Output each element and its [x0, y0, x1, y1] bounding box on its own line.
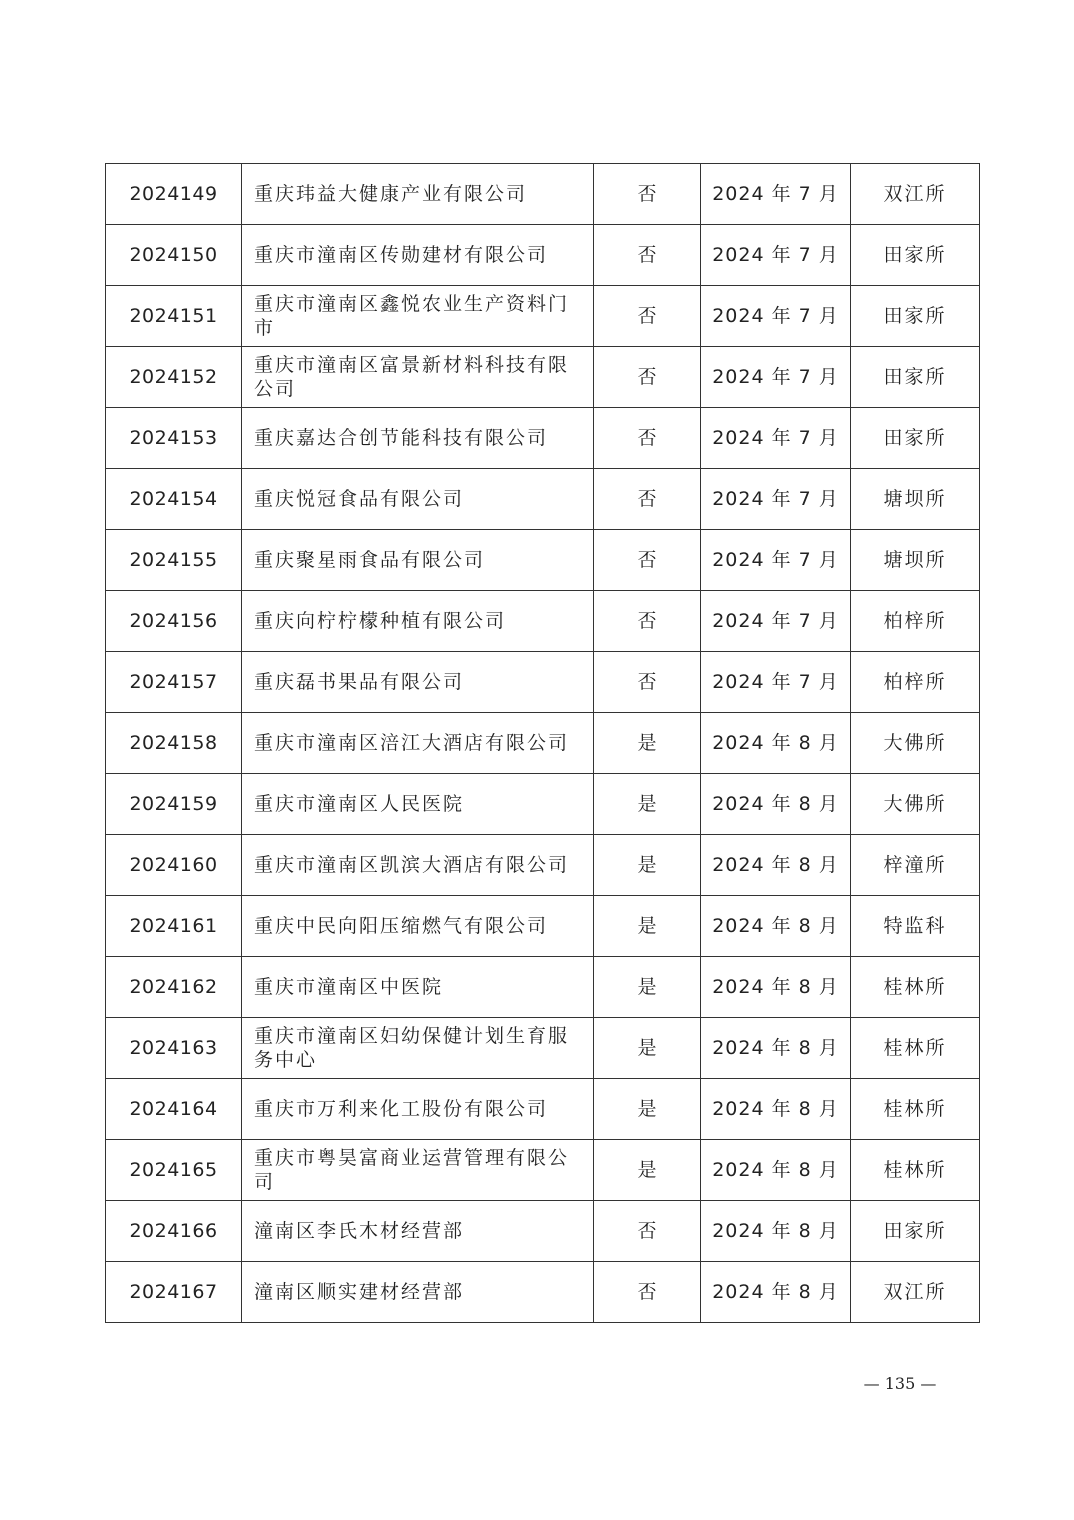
- flag-cell: 是: [594, 896, 701, 957]
- unit-cell: 田家所: [851, 347, 980, 408]
- table-row: [106, 896, 980, 957]
- unit-cell: 田家所: [851, 1201, 980, 1262]
- table-row: [106, 1201, 980, 1262]
- unit-cell: 双江所: [851, 164, 980, 225]
- table-row: [106, 652, 980, 713]
- flag-cell: 是: [594, 713, 701, 774]
- unit-cell: 大佛所: [851, 774, 980, 835]
- company-name-cell: 重庆聚星雨食品有限公司: [242, 530, 594, 591]
- flag-cell: 否: [594, 408, 701, 469]
- table-row: [106, 286, 980, 347]
- page-number: — 135 —: [863, 1374, 937, 1393]
- flag-cell: 否: [594, 347, 701, 408]
- company-name-cell: 重庆市潼南区中医院: [242, 957, 594, 1018]
- unit-cell: 柏梓所: [851, 591, 980, 652]
- date-cell: 2024 年 8 月: [701, 1079, 851, 1140]
- flag-cell: 否: [594, 591, 701, 652]
- date-cell: 2024 年 8 月: [701, 713, 851, 774]
- unit-cell: 桂林所: [851, 1018, 980, 1079]
- company-name-cell: 重庆市潼南区妇幼保健计划生育服务中心: [242, 1018, 594, 1079]
- record-code-cell: 2024161: [106, 896, 242, 957]
- table-row: [106, 164, 980, 225]
- date-cell: 2024 年 8 月: [701, 1262, 851, 1323]
- unit-cell: 桂林所: [851, 1079, 980, 1140]
- flag-cell: 否: [594, 225, 701, 286]
- date-cell: 2024 年 7 月: [701, 591, 851, 652]
- date-cell: 2024 年 8 月: [701, 835, 851, 896]
- table-row: [106, 347, 980, 408]
- date-cell: 2024 年 8 月: [701, 1140, 851, 1201]
- record-code-cell: 2024160: [106, 835, 242, 896]
- record-code-cell: 2024150: [106, 225, 242, 286]
- flag-cell: 是: [594, 1079, 701, 1140]
- flag-cell: 是: [594, 1018, 701, 1079]
- table-row: [106, 1140, 980, 1201]
- company-name-cell: 重庆嘉达合创节能科技有限公司: [242, 408, 594, 469]
- flag-cell: 否: [594, 286, 701, 347]
- record-code-cell: 2024155: [106, 530, 242, 591]
- date-cell: 2024 年 8 月: [701, 1201, 851, 1262]
- record-code-cell: 2024154: [106, 469, 242, 530]
- table-row: [106, 1018, 980, 1079]
- company-name-cell: 潼南区李氏木材经营部: [242, 1201, 594, 1262]
- date-cell: 2024 年 8 月: [701, 957, 851, 1018]
- record-code-cell: 2024152: [106, 347, 242, 408]
- company-name-cell: 潼南区顺实建材经营部: [242, 1262, 594, 1323]
- flag-cell: 是: [594, 1140, 701, 1201]
- record-code-cell: 2024163: [106, 1018, 242, 1079]
- flag-cell: 否: [594, 652, 701, 713]
- unit-cell: 梓潼所: [851, 835, 980, 896]
- table-row: [106, 408, 980, 469]
- date-cell: 2024 年 7 月: [701, 408, 851, 469]
- record-code-cell: 2024165: [106, 1140, 242, 1201]
- flag-cell: 是: [594, 835, 701, 896]
- company-name-cell: 重庆向柠柠檬种植有限公司: [242, 591, 594, 652]
- record-code-cell: 2024153: [106, 408, 242, 469]
- flag-cell: 否: [594, 1201, 701, 1262]
- unit-cell: 田家所: [851, 225, 980, 286]
- company-name-cell: 重庆市潼南区人民医院: [242, 774, 594, 835]
- company-name-cell: 重庆市潼南区传勋建材有限公司: [242, 225, 594, 286]
- unit-cell: 双江所: [851, 1262, 980, 1323]
- date-cell: 2024 年 8 月: [701, 774, 851, 835]
- date-cell: 2024 年 7 月: [701, 347, 851, 408]
- company-name-cell: 重庆市万利来化工股份有限公司: [242, 1079, 594, 1140]
- flag-cell: 是: [594, 774, 701, 835]
- records-table: [105, 163, 980, 1323]
- date-cell: 2024 年 8 月: [701, 896, 851, 957]
- record-code-cell: 2024166: [106, 1201, 242, 1262]
- record-code-cell: 2024162: [106, 957, 242, 1018]
- record-code-cell: 2024149: [106, 164, 242, 225]
- table-row: [106, 530, 980, 591]
- unit-cell: 桂林所: [851, 1140, 980, 1201]
- table-row: [106, 713, 980, 774]
- record-code-cell: 2024158: [106, 713, 242, 774]
- company-name-cell: 重庆中民向阳压缩燃气有限公司: [242, 896, 594, 957]
- company-name-cell: 重庆市粤昊富商业运营管理有限公司: [242, 1140, 594, 1201]
- flag-cell: 是: [594, 957, 701, 1018]
- table-row: [106, 469, 980, 530]
- date-cell: 2024 年 7 月: [701, 530, 851, 591]
- record-code-cell: 2024164: [106, 1079, 242, 1140]
- unit-cell: 塘坝所: [851, 469, 980, 530]
- date-cell: 2024 年 8 月: [701, 1018, 851, 1079]
- unit-cell: 柏梓所: [851, 652, 980, 713]
- record-code-cell: 2024167: [106, 1262, 242, 1323]
- table-row: [106, 957, 980, 1018]
- company-name-cell: 重庆玮益大健康产业有限公司: [242, 164, 594, 225]
- records-table-body: [106, 164, 980, 1323]
- unit-cell: 田家所: [851, 408, 980, 469]
- record-code-cell: 2024151: [106, 286, 242, 347]
- date-cell: 2024 年 7 月: [701, 286, 851, 347]
- table-row: [106, 774, 980, 835]
- flag-cell: 否: [594, 164, 701, 225]
- record-code-cell: 2024157: [106, 652, 242, 713]
- flag-cell: 否: [594, 530, 701, 591]
- company-name-cell: 重庆市潼南区凯滨大酒店有限公司: [242, 835, 594, 896]
- company-name-cell: 重庆市潼南区富景新材料科技有限公司: [242, 347, 594, 408]
- unit-cell: 大佛所: [851, 713, 980, 774]
- date-cell: 2024 年 7 月: [701, 469, 851, 530]
- flag-cell: 否: [594, 1262, 701, 1323]
- record-code-cell: 2024159: [106, 774, 242, 835]
- date-cell: 2024 年 7 月: [701, 652, 851, 713]
- table-row: [106, 1079, 980, 1140]
- unit-cell: 桂林所: [851, 957, 980, 1018]
- company-name-cell: 重庆悦冠食品有限公司: [242, 469, 594, 530]
- unit-cell: 特监科: [851, 896, 980, 957]
- company-name-cell: 重庆磊书果品有限公司: [242, 652, 594, 713]
- date-cell: 2024 年 7 月: [701, 164, 851, 225]
- unit-cell: 塘坝所: [851, 530, 980, 591]
- company-name-cell: 重庆市潼南区鑫悦农业生产资料门市: [242, 286, 594, 347]
- date-cell: 2024 年 7 月: [701, 225, 851, 286]
- table-row: [106, 835, 980, 896]
- record-code-cell: 2024156: [106, 591, 242, 652]
- flag-cell: 否: [594, 469, 701, 530]
- table-row: [106, 225, 980, 286]
- unit-cell: 田家所: [851, 286, 980, 347]
- company-name-cell: 重庆市潼南区涪江大酒店有限公司: [242, 713, 594, 774]
- table-row: [106, 591, 980, 652]
- table-row: [106, 1262, 980, 1323]
